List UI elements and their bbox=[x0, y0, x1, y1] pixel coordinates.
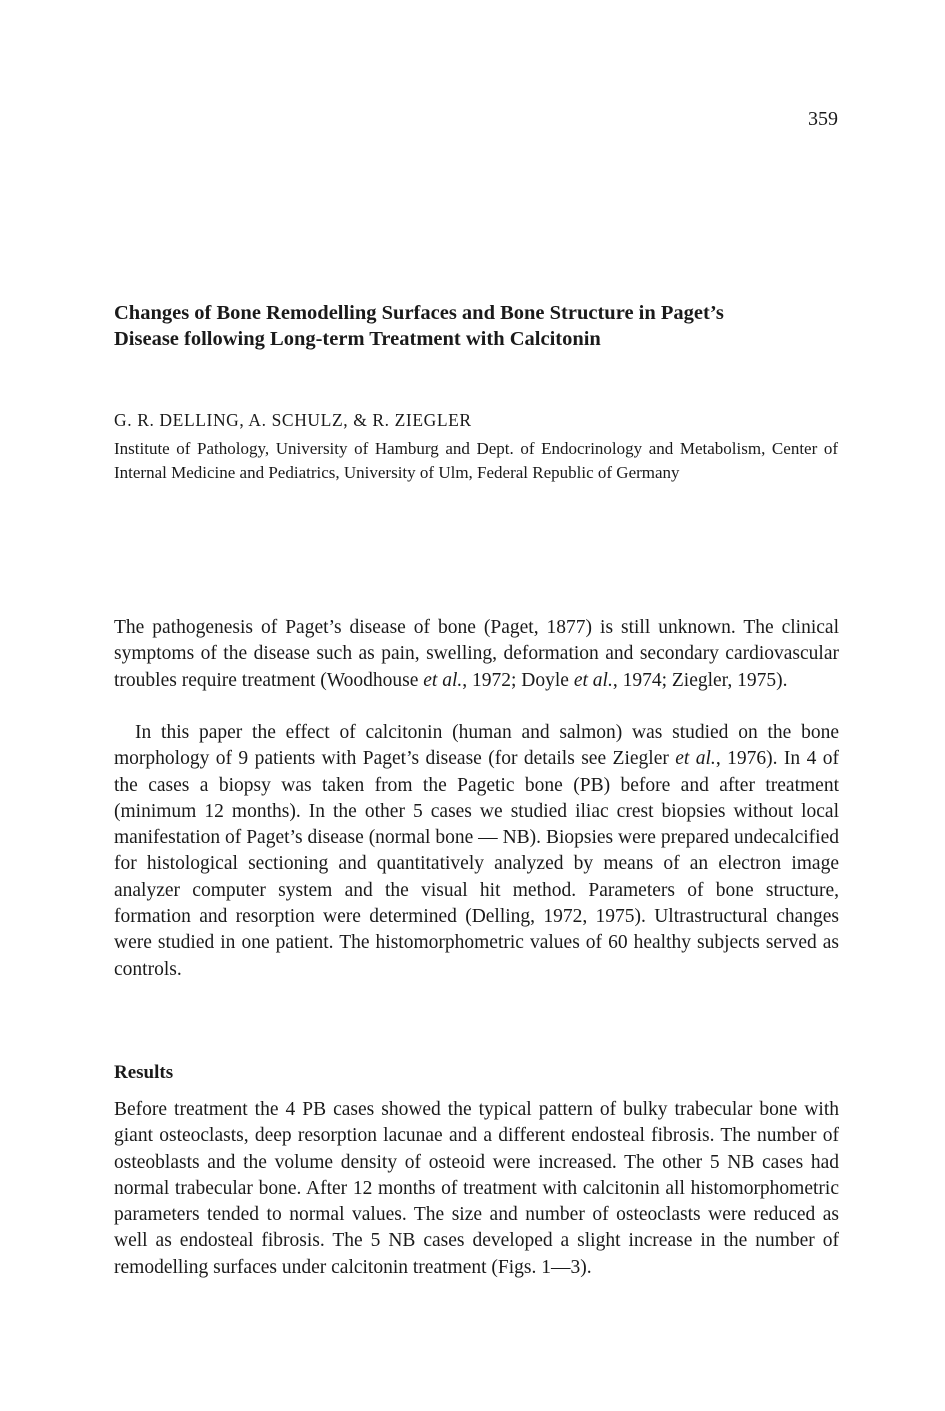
intro-p1-text-c: , 1974; Ziegler, 1975). bbox=[612, 669, 788, 691]
author-list: G. R. DELLING, A. SCHULZ, & R. ZIEGLER bbox=[114, 410, 472, 430]
intro-paragraph-2 bbox=[114, 720, 839, 983]
intro-paragraph-1 bbox=[114, 615, 839, 694]
title-line-1: Changes of Bone Remodelling Surfaces and Bone Structure in Paget’s bbox=[114, 302, 724, 324]
intro-p1-etal-1: et al. bbox=[423, 669, 463, 691]
article-title bbox=[114, 300, 844, 352]
intro-p2-text-a: In this paper the effect of calcitonin (human and salmon) was studied on the bone morphology of 9 patients with Paget’s disease (for details see Ziegler bbox=[114, 722, 839, 770]
results-heading: Results bbox=[114, 1062, 174, 1083]
intro-p2-text-b: , 1976). In 4 of the cases a biopsy was taken from the Pagetic bone (PB) before and after treatment (minimum 12 months). In the other 5 cases we studied iliac crest biopsies without local manifestation of Paget’s disease (normal bone — NB). Biopsies were prepared undecalcified for histological sectioning and quantitatively analyzed by means of an electron image analyzer computer system and the visual hit method. Parameters of bone structure, formation and resorption were determined (Delling, 1972, 1975). Ultrastructural changes were studied in one patient. The histomorphometric values of 60 healthy subjects served as controls. bbox=[114, 748, 839, 980]
title-line-2: Disease following Long-term Treatment with Calcitonin bbox=[114, 328, 601, 350]
intro-p1-text-a: The pathogenesis of Paget’s disease of bone (Paget, 1877) is still unknown. The clinical symptoms of the disease such as pain, swelling, deformation and secondary cardiovascular troubles require treatment (Woodhouse bbox=[114, 617, 839, 691]
intro-p1-text-b: , 1972; Doyle bbox=[462, 669, 574, 691]
results-paragraph: Before treatment the 4 PB cases showed the typical pattern of bulky trabecular bone with giant osteoclasts, deep resorption lacunae and a different endosteal fibrosis. The number of osteoblasts and the volume density of osteoid were increased. The other 5 NB cases had normal trabecular bone. After 12 months of treatment with calcitonin all histomorphometric parameters tended to normal values. The size and number of osteoclasts were reduced as well as endosteal fibrosis. The 5 NB cases developed a slight increase in the number of remodelling surfaces under calcitonin treatment (Figs. 1—3). bbox=[114, 1099, 839, 1278]
intro-p1-etal-2: et al. bbox=[573, 669, 613, 691]
intro-p2-etal: et al. bbox=[675, 748, 716, 770]
author-affiliation: Institute of Pathology, University of Hamburg and Dept. of Endocrinology and Metabolism, Center of Internal Medicine and Pediatrics, University of Ulm, Federal Republic of Germany bbox=[114, 439, 838, 482]
page-number: 359 bbox=[808, 108, 838, 130]
